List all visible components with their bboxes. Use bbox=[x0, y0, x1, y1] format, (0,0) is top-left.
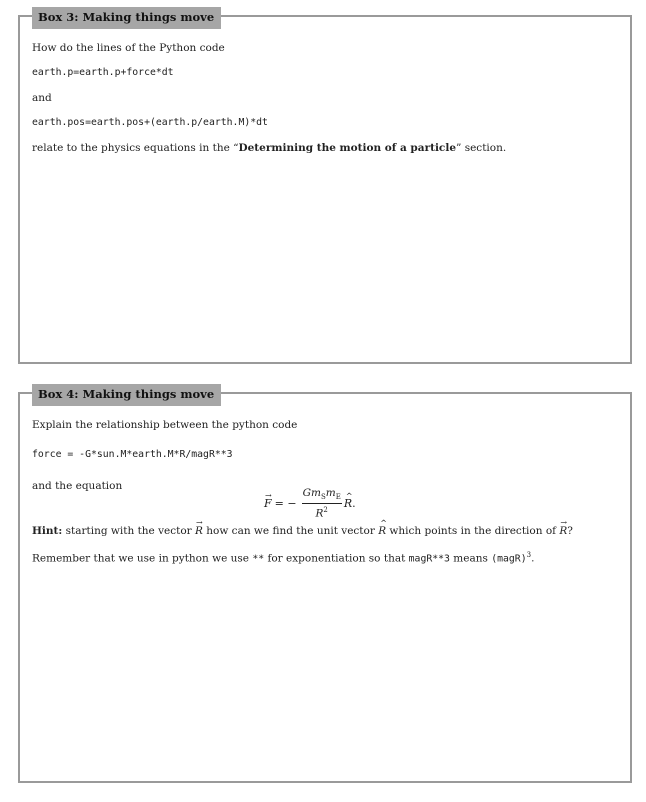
eq-numerator: $Gm_Sm_E$ bbox=[302, 487, 342, 504]
code-magr-paren: (magR) bbox=[491, 553, 527, 565]
box-4-intro: Explain the relationship between the python code bbox=[32, 419, 298, 431]
hint-vector-r-2: → R bbox=[559, 524, 567, 538]
eq-denominator: $R^2$ bbox=[315, 506, 328, 520]
code-magr-cubed: magR**3 bbox=[408, 553, 450, 565]
box-4-code: force = -G*sun.M*earth.M*R/magR**3 bbox=[32, 449, 233, 460]
box-4-and-equation: and the equation bbox=[32, 480, 123, 492]
hint-vector-r: → R bbox=[195, 524, 203, 538]
eq-lhs-vector: → F bbox=[264, 497, 272, 511]
box-4 bbox=[18, 387, 632, 783]
code-exponent: ** bbox=[252, 553, 265, 565]
box-3-question: How do the lines of the Python code bbox=[32, 42, 225, 54]
box-3-relate-text bbox=[32, 141, 620, 155]
box-3-code-line-1: earth.p=earth.p+force*dt bbox=[32, 67, 174, 78]
eq-rhs-unit-vector: ^ R bbox=[344, 497, 352, 511]
box-3-title: Box 3: Making things move bbox=[32, 7, 221, 29]
box-4-hint: Hint: starting with the vector → R how can we find the unit vector ^ R which points in the direction of → R? bbox=[32, 524, 620, 538]
hint-label: Hint: bbox=[32, 525, 63, 537]
box-3 bbox=[18, 10, 632, 364]
eq-end: . bbox=[352, 497, 356, 510]
relate-prefix: relate to the physics equations in the “ bbox=[32, 142, 239, 154]
box-3-body bbox=[32, 41, 620, 155]
hint-unit-vector-r: ^ R bbox=[378, 524, 386, 538]
box-4-remember: Remember that we use in python we use ** for exponentiation so that magR**3 means (magR)$^3$. bbox=[32, 551, 535, 565]
eq-fraction bbox=[302, 487, 342, 521]
box-4-body bbox=[32, 418, 620, 567]
force-equation bbox=[32, 489, 620, 519]
section-name: Determining the motion of a particle bbox=[238, 142, 456, 154]
box-3-code-line-2: earth.pos=earth.pos+(earth.p/earth.M)*dt bbox=[32, 117, 268, 128]
eq-equals: = − bbox=[274, 497, 297, 510]
box-3-and: and bbox=[32, 92, 52, 104]
relate-suffix: ” section. bbox=[456, 142, 507, 154]
box-4-title: Box 4: Making things move bbox=[32, 384, 221, 406]
